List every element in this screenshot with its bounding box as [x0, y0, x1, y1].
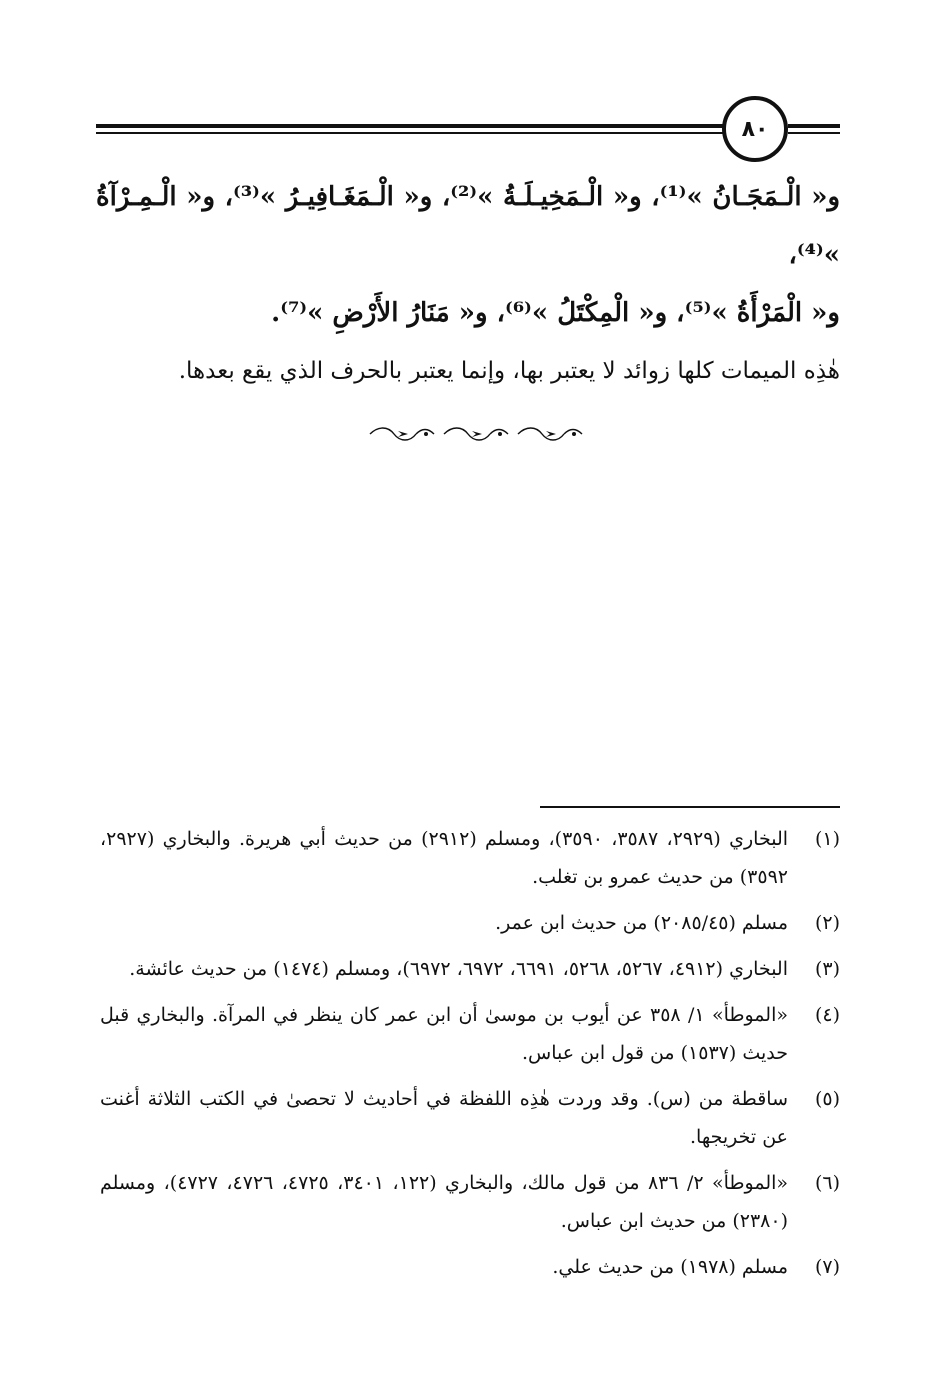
footnote-text: مسلم (١٩٧٨) من حديث علي. [552, 1256, 788, 1278]
footnote-5 [100, 1080, 840, 1156]
footnote-text: البخاري (٤٩١٢، ٥٢٦٧، ٥٢٦٨، ٦٦٩١، ٦٩٧٢، ٦٩٧٢)، ومسلم (١٤٧٤) من حديث عائشة. [129, 958, 788, 980]
footnote-text: «الموطأ» ٢/ ٨٣٦ من قول مالك، والبخاري (١٢٢، ٣٤٠١، ٤٧٢٥، ٤٧٢٦، ٤٧٢٧)، ومسلم (٢٣٨٠) من حديث ابن عباس. [100, 1172, 789, 1232]
footnotes [100, 820, 840, 1294]
page-header [96, 96, 840, 166]
footnote-number: (١) [814, 828, 840, 850]
header-rule-thick [96, 124, 724, 128]
header-rule-right-thin [788, 132, 840, 134]
footnote-number: (٥) [814, 1088, 840, 1110]
body-paragraph: هٰذِه الميمات كلها زوائد لا يعتبر بها، وإنما يعتبر بالحرف الذي يقع بعدها. [178, 358, 840, 384]
footnote-separator [540, 806, 840, 808]
section-ornament [366, 422, 586, 446]
footnote-text: «الموطأ» ١/ ٣٥٨ عن أيوب بن موسىٰ أن ابن عمر كان ينظر في المرآة. والبخاري قبل حديث (١٥٣٧) من قول ابن عباس. [100, 1004, 788, 1064]
main-text [96, 168, 840, 400]
footnote-1 [100, 820, 840, 896]
word-list-line-1: و« الْـمَجَـانُ »⁽¹⁾، و« الْـمَخِيـلَـةُ »⁽²⁾، و« الْـمَغَـافِيـرُ »⁽³⁾، و« الْـمِـرْآةُ »⁽⁴⁾، [96, 182, 841, 270]
header-rule-right-thick [788, 124, 840, 128]
footnote-number: (٣) [814, 958, 840, 980]
footnote-6 [100, 1164, 840, 1240]
footnote-number: (٧) [814, 1256, 840, 1278]
header-rule-thin [96, 132, 724, 134]
footnote-3 [100, 950, 840, 988]
footnote-text: البخاري (٢٩٢٩، ٣٥٨٧، ٣٥٩٠)، ومسلم (٢٩١٢) من حديث أبي هريرة. والبخاري (٢٩٢٧، ٣٥٩٢) من حديث عمرو بن تغلب. [100, 828, 789, 888]
footnote-2 [100, 904, 840, 942]
footnote-7 [100, 1248, 840, 1286]
footnote-text: ساقطة من (س). وقد وردت هٰذِه اللفظة في أحاديث لا تحصىٰ في الكتب الثلاثة أغنت عن تخريجها. [100, 1088, 788, 1148]
footnote-number: (٦) [814, 1172, 840, 1194]
footnote-number: (٤) [814, 1004, 840, 1026]
footnote-text: مسلم (٢٠٨٥/٤٥) من حديث ابن عمر. [495, 912, 788, 934]
page-number: ٨٠ [722, 96, 788, 162]
word-list-line-2: و« الْمَرْأَةُ »⁽⁵⁾، و« الْمِكْتَلُ »⁽⁶⁾، و« مَنَارُ الأَرْضِ »⁽⁷⁾. [271, 298, 840, 328]
footnote-4 [100, 996, 840, 1072]
footnote-number: (٢) [814, 912, 840, 934]
